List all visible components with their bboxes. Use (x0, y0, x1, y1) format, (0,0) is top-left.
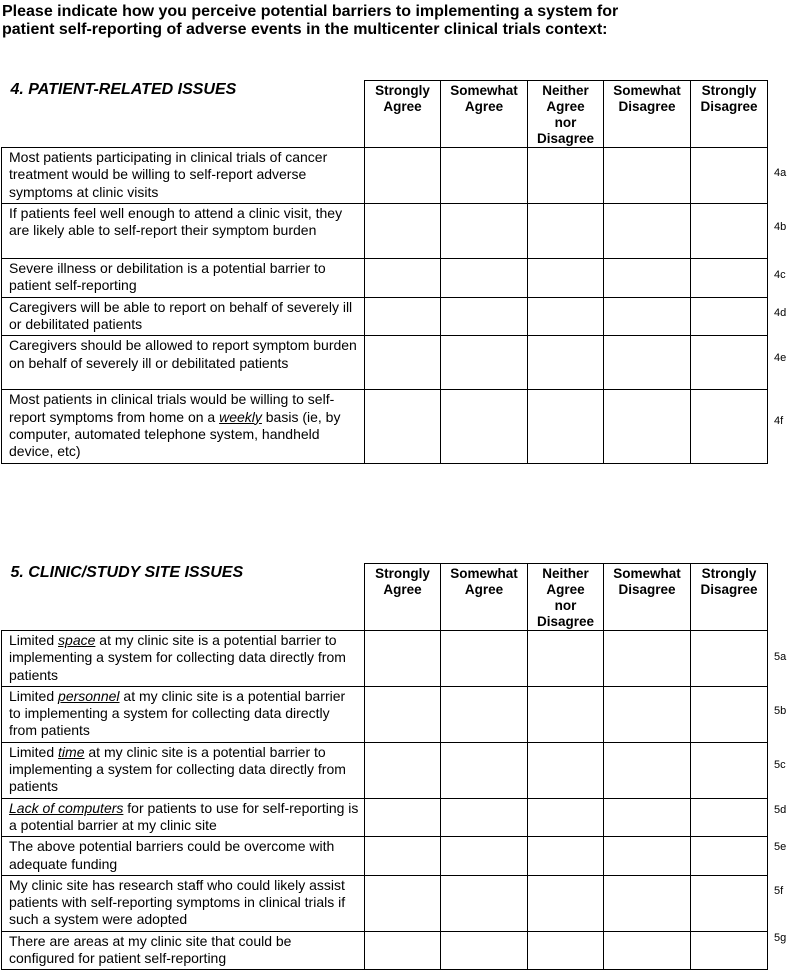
question-text: Limited personnel at my clinic site is a potential barrier to implementing a system for collecting data directly from patients (2, 686, 365, 742)
answer-cell[interactable] (604, 875, 691, 931)
instructions-line-1: Please indicate how you perceive potential barriers to implementing a system for (2, 3, 619, 20)
question-text: Most patients participating in clinical trials of cancer treatment would be willing to self-report adverse symptoms at clinic visits (2, 148, 365, 204)
answer-cell[interactable] (365, 837, 441, 876)
answer-cell[interactable] (365, 631, 441, 687)
table-row (2, 686, 768, 742)
answer-cell[interactable] (604, 798, 691, 837)
answer-cell[interactable] (691, 148, 768, 204)
question-text: Limited space at my clinic site is a potential barrier to implementing a system for collecting data directly from patients (2, 631, 365, 687)
col-neither: Neither Agree nor Disagree (528, 81, 604, 148)
answer-cell[interactable] (365, 297, 441, 336)
table-row (2, 258, 768, 297)
answer-cell[interactable] (528, 297, 604, 336)
col-strongly-agree: Strongly Agree (365, 81, 441, 148)
item-code: 4c (774, 269, 786, 281)
answer-cell[interactable] (691, 631, 768, 687)
answer-cell[interactable] (441, 258, 528, 297)
col-strongly-disagree: Strongly Disagree (691, 564, 768, 631)
answer-cell[interactable] (691, 390, 768, 463)
answer-cell[interactable] (528, 837, 604, 876)
answer-cell[interactable] (441, 390, 528, 463)
item-code: 4f (774, 415, 784, 427)
answer-cell[interactable] (441, 798, 528, 837)
answer-cell[interactable] (604, 390, 691, 463)
question-text: Caregivers should be allowed to report symptom burden on behalf of severely ill or debilitated patients (2, 336, 365, 390)
table-row (2, 148, 768, 204)
answer-cell[interactable] (604, 742, 691, 798)
item-code: 5g (774, 932, 787, 944)
question-text: Caregivers will be able to report on behalf of severely ill or debilitated patients (2, 297, 365, 336)
table-row (2, 875, 768, 931)
table-row (2, 336, 768, 390)
answer-cell[interactable] (691, 686, 768, 742)
answer-cell[interactable] (365, 390, 441, 463)
answer-cell[interactable] (528, 148, 604, 204)
item-code: 5b (774, 705, 787, 717)
answer-cell[interactable] (441, 336, 528, 390)
answer-cell[interactable] (365, 686, 441, 742)
answer-cell[interactable] (604, 203, 691, 258)
table-row (2, 931, 768, 970)
table-row (2, 390, 768, 463)
answer-cell[interactable] (691, 336, 768, 390)
answer-cell[interactable] (441, 837, 528, 876)
col-somewhat-disagree: Somewhat Disagree (604, 81, 691, 148)
item-code: 5e (774, 841, 787, 853)
item-code: 4a (774, 167, 787, 179)
col-strongly-disagree: Strongly Disagree (691, 81, 768, 148)
question-text: Severe illness or debilitation is a potential barrier to patient self-reporting (2, 258, 365, 297)
answer-cell[interactable] (604, 686, 691, 742)
question-text: There are areas at my clinic site that could be configured for patient self-reporting (2, 931, 365, 970)
answer-cell[interactable] (604, 297, 691, 336)
answer-cell[interactable] (365, 875, 441, 931)
item-code: 4b (774, 221, 787, 233)
answer-cell[interactable] (365, 336, 441, 390)
col-somewhat-agree: Somewhat Agree (441, 81, 528, 148)
section-4-table (1, 80, 768, 464)
section-title: 4. PATIENT-RELATED ISSUES (2, 81, 365, 148)
answer-cell[interactable] (604, 931, 691, 970)
answer-cell[interactable] (604, 258, 691, 297)
item-code: 5c (774, 759, 786, 771)
item-code: 5a (774, 651, 787, 663)
answer-cell[interactable] (691, 875, 768, 931)
item-code: 5f (774, 885, 784, 897)
answer-cell[interactable] (441, 148, 528, 204)
col-somewhat-disagree: Somewhat Disagree (604, 564, 691, 631)
answer-cell[interactable] (528, 336, 604, 390)
answer-cell[interactable] (691, 742, 768, 798)
answer-cell[interactable] (441, 742, 528, 798)
item-code: 4d (774, 307, 787, 319)
answer-cell[interactable] (441, 297, 528, 336)
answer-cell[interactable] (365, 931, 441, 970)
answer-cell[interactable] (691, 798, 768, 837)
answer-cell[interactable] (365, 258, 441, 297)
answer-cell[interactable] (441, 203, 528, 258)
question-text: If patients feel well enough to attend a clinic visit, they are likely able to self-report their symptom burden (2, 203, 365, 258)
answer-cell[interactable] (365, 742, 441, 798)
answer-cell[interactable] (528, 931, 604, 970)
table-row (2, 203, 768, 258)
answer-cell[interactable] (441, 686, 528, 742)
question-text: Most patients in clinical trials would be willing to self-report symptoms from home on a weekly basis (ie, by computer, automated telephone system, handheld device, etc) (2, 390, 365, 463)
answer-cell[interactable] (528, 686, 604, 742)
answer-cell[interactable] (441, 931, 528, 970)
answer-cell[interactable] (604, 148, 691, 204)
table-row (2, 631, 768, 687)
answer-cell[interactable] (365, 148, 441, 204)
col-somewhat-agree: Somewhat Agree (441, 564, 528, 631)
answer-cell[interactable] (604, 631, 691, 687)
answer-cell[interactable] (528, 390, 604, 463)
item-code: 5d (774, 804, 787, 816)
answer-cell[interactable] (604, 837, 691, 876)
question-text: My clinic site has research staff who could likely assist patients with self-reporting symptoms in clinical trials if such a system were adopted (2, 875, 365, 931)
table-row (2, 297, 768, 336)
answer-cell[interactable] (528, 258, 604, 297)
header-row (2, 81, 768, 148)
answer-cell[interactable] (691, 837, 768, 876)
answer-cell[interactable] (528, 742, 604, 798)
table-row (2, 798, 768, 837)
answer-cell[interactable] (528, 203, 604, 258)
header-row (2, 564, 768, 631)
instructions-line-2: patient self-reporting of adverse events in the multicenter clinical trials context: (2, 21, 608, 38)
answer-cell[interactable] (528, 798, 604, 837)
item-code: 4e (774, 352, 787, 364)
question-text: Limited time at my clinic site is a potential barrier to implementing a system for collecting data directly from patients (2, 742, 365, 798)
answer-cell[interactable] (441, 875, 528, 931)
answer-cell[interactable] (691, 297, 768, 336)
question-text: The above potential barriers could be overcome with adequate funding (2, 837, 365, 876)
section-title: 5. CLINIC/STUDY SITE ISSUES (2, 564, 365, 631)
question-text: Lack of computers for patients to use for self-reporting is a potential barrier at my clinic site (2, 798, 365, 837)
answer-cell[interactable] (365, 798, 441, 837)
table-row (2, 837, 768, 876)
answer-cell[interactable] (691, 203, 768, 258)
section-5-table (1, 563, 768, 970)
col-strongly-agree: Strongly Agree (365, 564, 441, 631)
col-neither: Neither Agree nor Disagree (528, 564, 604, 631)
answer-cell[interactable] (441, 631, 528, 687)
answer-cell[interactable] (528, 631, 604, 687)
instructions (2, 3, 782, 39)
table-row (2, 742, 768, 798)
answer-cell[interactable] (604, 336, 691, 390)
answer-cell[interactable] (691, 258, 768, 297)
answer-cell[interactable] (691, 931, 768, 970)
answer-cell[interactable] (365, 203, 441, 258)
answer-cell[interactable] (528, 875, 604, 931)
